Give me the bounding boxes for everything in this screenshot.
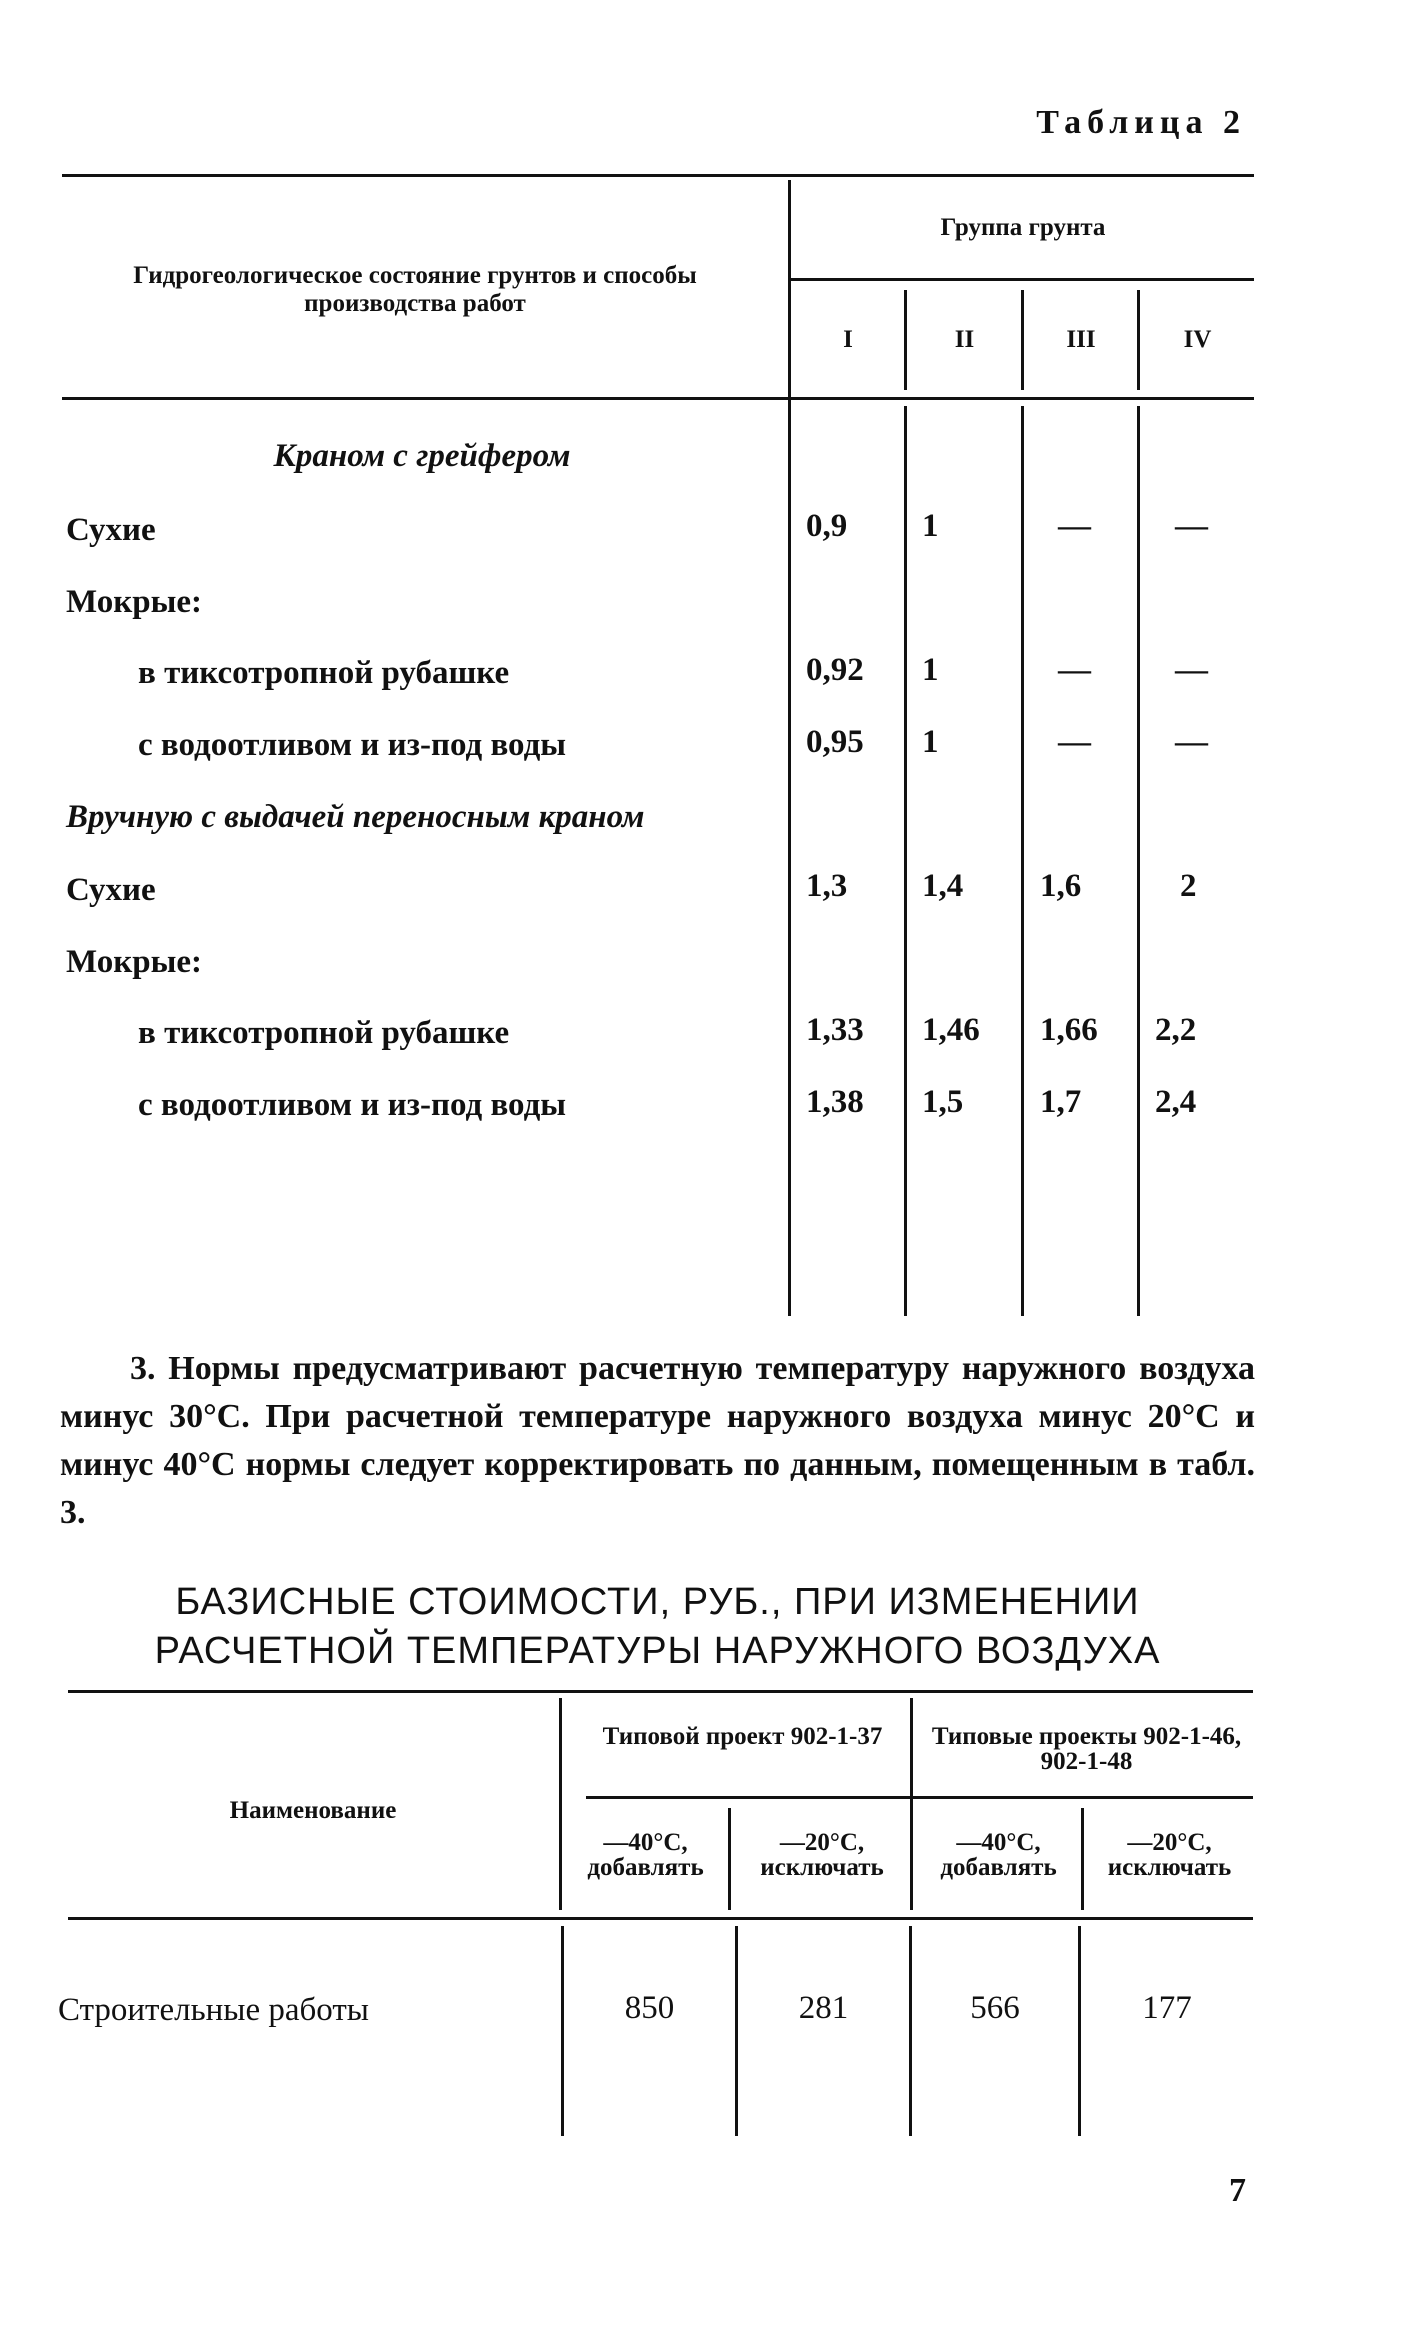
cell-value: — — [1175, 508, 1208, 544]
cell-value: 1 — [922, 652, 939, 688]
cell-value: 1,6 — [1040, 868, 1082, 904]
cell-value: 1,38 — [806, 1084, 864, 1120]
row-label: с водоотливом и из-под воды — [138, 1087, 567, 1123]
table2-project-rule — [586, 1796, 1253, 1799]
row-label: Мокрые: — [66, 944, 202, 980]
cell-value: 1,46 — [922, 1012, 980, 1048]
table2-heading-line1: БАЗИСНЫЕ СТОИМОСТИ, РУБ., ПРИ ИЗМЕНЕНИИ — [175, 1581, 1140, 1623]
cell-value: — — [1175, 724, 1208, 760]
cell-value: 1 — [922, 508, 939, 544]
cell-value: — — [1058, 652, 1091, 688]
table1-body-divider-3 — [1021, 406, 1024, 1316]
table2-col-divider-3 — [910, 1698, 913, 1910]
cell-value: 1,3 — [806, 868, 848, 904]
cell-value: 0,95 — [806, 724, 864, 760]
row-label: с водоотливом и из-под воды — [138, 727, 567, 763]
table1-column-header-1: I — [843, 326, 853, 353]
table1-body-divider-4 — [1137, 406, 1140, 1316]
table1-col-divider-4 — [1137, 290, 1140, 390]
table2-header-rule — [68, 1917, 1253, 1920]
table1-header-rule — [62, 397, 1254, 400]
row-label: Мокрые: — [66, 584, 202, 620]
note-text: 3. Нормы предусматривают расчетную температуру наружного воздуха минус 30°С. При расчетной температуре наружного воздуха минус 20°С и минус 40°С нормы следует корректировать по данным, помещенным в табл. 3. — [60, 1350, 1255, 1531]
table2-body-divider-4 — [1078, 1926, 1081, 2136]
row-label: в тиксотропной рубашке — [138, 655, 510, 691]
cell-value: 1,33 — [806, 1012, 864, 1048]
cell-value: 0,9 — [806, 508, 848, 544]
cell-value: 2,2 — [1155, 1012, 1197, 1048]
table1-section-title: Краном с грейфером — [273, 438, 571, 474]
cell-value: — — [1058, 724, 1091, 760]
cell-value: 566 — [970, 1990, 1020, 2026]
table2-name-header: Наименование — [229, 1797, 397, 1824]
table1-group-header: Группа грунта — [940, 214, 1106, 241]
page-number: 7 — [1229, 2172, 1246, 2209]
table2-subheader-3: —40°С, добавлять — [940, 1829, 1057, 1881]
table2-body-divider-2 — [735, 1926, 738, 2136]
table2-subheader-4: —20°С, исключать — [1107, 1829, 1232, 1881]
table2-col-divider-2 — [728, 1808, 731, 1910]
note-paragraph — [60, 1345, 1255, 1537]
table1-col-divider-2 — [904, 290, 907, 390]
table2-col-divider-1 — [559, 1698, 562, 1910]
table1-col-divider-1 — [788, 180, 791, 1316]
table1-description-header: Гидрогеологическое состояние грунтов и способы производства работ — [133, 262, 697, 317]
cell-value: 1,5 — [922, 1084, 964, 1120]
table1-column-header-4: IV — [1183, 326, 1212, 353]
cell-value: 2 — [1180, 868, 1197, 904]
cell-value: — — [1175, 652, 1208, 688]
table2-subheader-2: —20°С, исключать — [760, 1829, 884, 1881]
table2-col-divider-4 — [1081, 1808, 1084, 1910]
table1-top-rule — [62, 174, 1254, 177]
table1-section-title: Вручную с выдачей переносным краном — [66, 799, 645, 835]
cell-value: 1,7 — [1040, 1084, 1082, 1120]
table2-subheader-1: —40°С, добавлять — [587, 1829, 704, 1881]
cell-value: — — [1058, 508, 1091, 544]
row-label: Сухие — [66, 872, 156, 908]
table1-body-divider-2 — [904, 406, 907, 1316]
cell-value: 1,66 — [1040, 1012, 1098, 1048]
table1-column-header-2: II — [954, 326, 975, 353]
table1-column-header-3: III — [1066, 326, 1096, 353]
cell-value: 2,4 — [1155, 1084, 1197, 1120]
cell-value: 0,92 — [806, 652, 864, 688]
row-label: Сухие — [66, 512, 156, 548]
table2-top-rule — [68, 1690, 1253, 1693]
table2-project2-header: Типовые проекты 902-1-46, 902-1-48 — [931, 1723, 1242, 1775]
table-title: Таблица 2 — [1036, 104, 1246, 141]
cell-value: 177 — [1142, 1990, 1192, 2026]
cell-value: 1,4 — [922, 868, 964, 904]
table2-body-divider-3 — [909, 1926, 912, 2136]
table2-body-divider-1 — [561, 1926, 564, 2136]
table1-group-rule — [790, 278, 1254, 281]
cell-value: 1 — [922, 724, 939, 760]
table2-project1-header: Типовой проект 902-1-37 — [602, 1723, 883, 1750]
table2-heading-line2: РАСЧЕТНОЙ ТЕМПЕРАТУРЫ НАРУЖНОГО ВОЗДУХА — [154, 1630, 1161, 1672]
cell-value: 281 — [798, 1990, 849, 2026]
row-label: в тиксотропной рубашке — [138, 1015, 510, 1051]
table1-col-divider-3 — [1021, 290, 1024, 390]
cell-value: 850 — [624, 1990, 675, 2026]
row-label: Строительные работы — [58, 1992, 369, 2028]
table2-heading — [60, 1578, 1255, 1676]
